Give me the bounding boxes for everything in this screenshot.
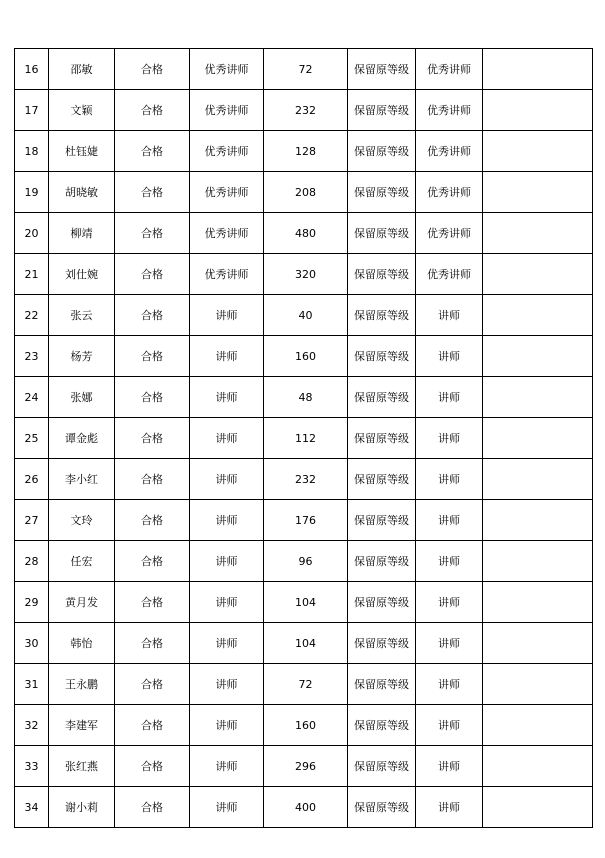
table-row: [15, 623, 593, 664]
cell-note: [483, 49, 593, 90]
cell-hours: 176: [264, 500, 348, 541]
cell-new-title: 讲师: [416, 623, 483, 664]
cell-number: 32: [15, 705, 49, 746]
cell-assessment: 合格: [115, 705, 190, 746]
cell-result: 保留原等级: [348, 418, 416, 459]
cell-name: 谭金彪: [49, 418, 115, 459]
cell-number: 29: [15, 582, 49, 623]
cell-assessment: 合格: [115, 336, 190, 377]
cell-number: 22: [15, 295, 49, 336]
cell-current-title: 讲师: [190, 664, 264, 705]
cell-number: 33: [15, 746, 49, 787]
cell-note: [483, 582, 593, 623]
cell-note: [483, 172, 593, 213]
cell-name: 王永鹏: [49, 664, 115, 705]
cell-hours: 400: [264, 787, 348, 828]
cell-assessment: 合格: [115, 49, 190, 90]
cell-hours: 72: [264, 664, 348, 705]
table-row: [15, 131, 593, 172]
cell-note: [483, 336, 593, 377]
cell-name: 任宏: [49, 541, 115, 582]
cell-name: 杜钰婕: [49, 131, 115, 172]
cell-number: 28: [15, 541, 49, 582]
table-row: [15, 705, 593, 746]
cell-assessment: 合格: [115, 213, 190, 254]
cell-current-title: 优秀讲师: [190, 131, 264, 172]
cell-result: 保留原等级: [348, 459, 416, 500]
table-row: [15, 377, 593, 418]
cell-current-title: 讲师: [190, 582, 264, 623]
cell-assessment: 合格: [115, 131, 190, 172]
cell-current-title: 讲师: [190, 746, 264, 787]
cell-note: [483, 377, 593, 418]
cell-current-title: 优秀讲师: [190, 254, 264, 295]
cell-assessment: 合格: [115, 500, 190, 541]
cell-note: [483, 541, 593, 582]
cell-number: 27: [15, 500, 49, 541]
cell-current-title: 讲师: [190, 787, 264, 828]
cell-result: 保留原等级: [348, 172, 416, 213]
cell-result: 保留原等级: [348, 131, 416, 172]
cell-name: 韩怡: [49, 623, 115, 664]
cell-hours: 480: [264, 213, 348, 254]
cell-current-title: 讲师: [190, 377, 264, 418]
table-row: [15, 49, 593, 90]
cell-current-title: 讲师: [190, 623, 264, 664]
cell-result: 保留原等级: [348, 254, 416, 295]
cell-assessment: 合格: [115, 377, 190, 418]
cell-number: 17: [15, 90, 49, 131]
cell-current-title: 优秀讲师: [190, 172, 264, 213]
cell-note: [483, 664, 593, 705]
cell-name: 刘仕婉: [49, 254, 115, 295]
cell-current-title: 讲师: [190, 418, 264, 459]
cell-hours: 40: [264, 295, 348, 336]
cell-number: 31: [15, 664, 49, 705]
table-row: [15, 787, 593, 828]
cell-name: 李建军: [49, 705, 115, 746]
cell-new-title: 讲师: [416, 705, 483, 746]
cell-number: 25: [15, 418, 49, 459]
cell-current-title: 讲师: [190, 459, 264, 500]
table-row: [15, 582, 593, 623]
cell-note: [483, 295, 593, 336]
cell-result: 保留原等级: [348, 90, 416, 131]
cell-current-title: 讲师: [190, 295, 264, 336]
cell-number: 18: [15, 131, 49, 172]
cell-current-title: 讲师: [190, 541, 264, 582]
cell-new-title: 讲师: [416, 295, 483, 336]
cell-name: 黄月发: [49, 582, 115, 623]
cell-assessment: 合格: [115, 418, 190, 459]
cell-assessment: 合格: [115, 787, 190, 828]
table-row: [15, 172, 593, 213]
cell-new-title: 优秀讲师: [416, 172, 483, 213]
lecturer-assessment-table: [14, 48, 593, 828]
cell-number: 19: [15, 172, 49, 213]
cell-name: 胡晓敏: [49, 172, 115, 213]
cell-new-title: 讲师: [416, 664, 483, 705]
cell-result: 保留原等级: [348, 705, 416, 746]
cell-result: 保留原等级: [348, 377, 416, 418]
cell-assessment: 合格: [115, 459, 190, 500]
cell-note: [483, 623, 593, 664]
cell-new-title: 讲师: [416, 377, 483, 418]
cell-number: 23: [15, 336, 49, 377]
cell-note: [483, 787, 593, 828]
cell-new-title: 讲师: [416, 336, 483, 377]
cell-assessment: 合格: [115, 664, 190, 705]
cell-hours: 160: [264, 336, 348, 377]
cell-hours: 72: [264, 49, 348, 90]
cell-name: 张云: [49, 295, 115, 336]
cell-note: [483, 418, 593, 459]
cell-result: 保留原等级: [348, 664, 416, 705]
cell-new-title: 讲师: [416, 459, 483, 500]
cell-new-title: 优秀讲师: [416, 90, 483, 131]
cell-note: [483, 746, 593, 787]
cell-new-title: 讲师: [416, 541, 483, 582]
table-row: [15, 500, 593, 541]
table-row: [15, 418, 593, 459]
table-row: [15, 90, 593, 131]
cell-assessment: 合格: [115, 623, 190, 664]
cell-hours: 296: [264, 746, 348, 787]
cell-result: 保留原等级: [348, 541, 416, 582]
table-row: [15, 664, 593, 705]
cell-name: 李小红: [49, 459, 115, 500]
cell-current-title: 讲师: [190, 705, 264, 746]
cell-hours: 160: [264, 705, 348, 746]
cell-note: [483, 459, 593, 500]
cell-note: [483, 705, 593, 746]
table-body: [15, 49, 593, 828]
cell-name: 文玲: [49, 500, 115, 541]
cell-current-title: 讲师: [190, 336, 264, 377]
table-row: [15, 459, 593, 500]
cell-hours: 104: [264, 582, 348, 623]
cell-number: 30: [15, 623, 49, 664]
cell-note: [483, 500, 593, 541]
cell-hours: 208: [264, 172, 348, 213]
cell-assessment: 合格: [115, 746, 190, 787]
cell-result: 保留原等级: [348, 787, 416, 828]
cell-name: 柳靖: [49, 213, 115, 254]
cell-assessment: 合格: [115, 541, 190, 582]
cell-hours: 232: [264, 459, 348, 500]
table-row: [15, 746, 593, 787]
cell-new-title: 讲师: [416, 418, 483, 459]
cell-result: 保留原等级: [348, 49, 416, 90]
cell-current-title: 优秀讲师: [190, 213, 264, 254]
cell-number: 34: [15, 787, 49, 828]
cell-result: 保留原等级: [348, 623, 416, 664]
cell-assessment: 合格: [115, 254, 190, 295]
cell-result: 保留原等级: [348, 746, 416, 787]
cell-new-title: 讲师: [416, 746, 483, 787]
cell-hours: 96: [264, 541, 348, 582]
cell-new-title: 优秀讲师: [416, 213, 483, 254]
cell-number: 20: [15, 213, 49, 254]
cell-note: [483, 131, 593, 172]
cell-hours: 232: [264, 90, 348, 131]
table-row: [15, 254, 593, 295]
cell-hours: 48: [264, 377, 348, 418]
cell-current-title: 优秀讲师: [190, 90, 264, 131]
cell-result: 保留原等级: [348, 582, 416, 623]
cell-new-title: 讲师: [416, 500, 483, 541]
cell-new-title: 讲师: [416, 582, 483, 623]
cell-result: 保留原等级: [348, 500, 416, 541]
cell-note: [483, 254, 593, 295]
table-row: [15, 295, 593, 336]
table-row: [15, 336, 593, 377]
cell-new-title: 讲师: [416, 787, 483, 828]
cell-note: [483, 90, 593, 131]
cell-name: 邵敏: [49, 49, 115, 90]
cell-assessment: 合格: [115, 295, 190, 336]
cell-assessment: 合格: [115, 90, 190, 131]
cell-name: 谢小莉: [49, 787, 115, 828]
cell-hours: 320: [264, 254, 348, 295]
cell-new-title: 优秀讲师: [416, 49, 483, 90]
cell-current-title: 讲师: [190, 500, 264, 541]
cell-new-title: 优秀讲师: [416, 254, 483, 295]
cell-number: 24: [15, 377, 49, 418]
cell-hours: 104: [264, 623, 348, 664]
cell-note: [483, 213, 593, 254]
cell-number: 26: [15, 459, 49, 500]
cell-number: 21: [15, 254, 49, 295]
cell-hours: 112: [264, 418, 348, 459]
cell-name: 张娜: [49, 377, 115, 418]
table-row: [15, 541, 593, 582]
table-row: [15, 213, 593, 254]
cell-result: 保留原等级: [348, 213, 416, 254]
cell-result: 保留原等级: [348, 336, 416, 377]
cell-number: 16: [15, 49, 49, 90]
cell-new-title: 优秀讲师: [416, 131, 483, 172]
cell-name: 文颖: [49, 90, 115, 131]
cell-current-title: 优秀讲师: [190, 49, 264, 90]
cell-hours: 128: [264, 131, 348, 172]
cell-result: 保留原等级: [348, 295, 416, 336]
cell-name: 张红燕: [49, 746, 115, 787]
cell-name: 杨芳: [49, 336, 115, 377]
cell-assessment: 合格: [115, 582, 190, 623]
cell-assessment: 合格: [115, 172, 190, 213]
